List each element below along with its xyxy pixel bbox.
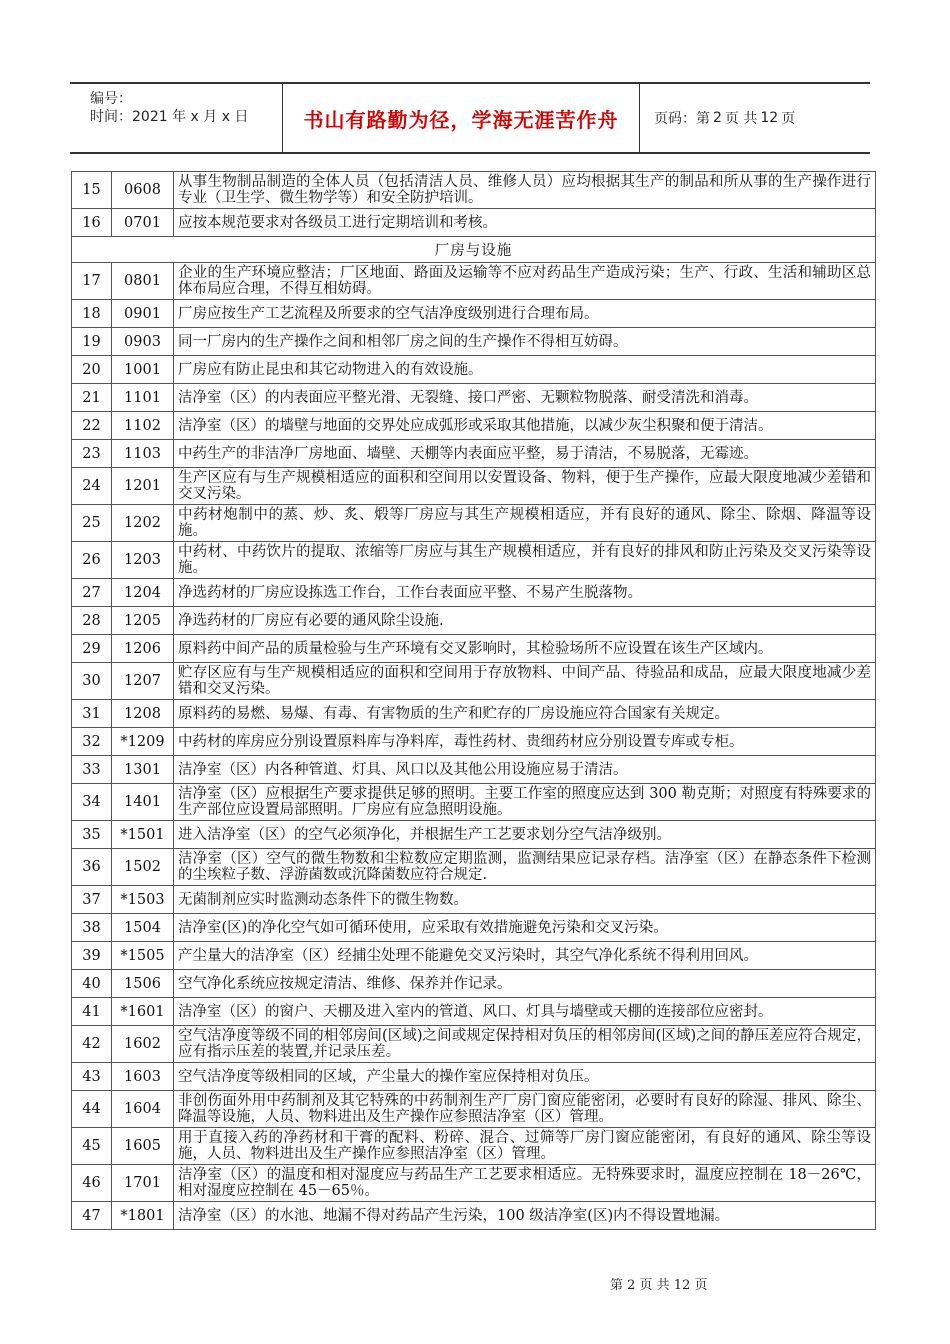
item-code: 1001 (112, 356, 174, 384)
item-number: 23 (72, 440, 112, 468)
item-code: 1101 (112, 384, 174, 412)
item-number: 22 (72, 412, 112, 440)
table-row (72, 384, 876, 412)
table-row (72, 440, 876, 468)
table-row (72, 700, 876, 728)
table-row (72, 821, 876, 849)
item-number: 37 (72, 886, 112, 914)
item-text: 空气净化系统应按规定清洁、维修、保养并作记录。 (174, 970, 876, 998)
item-text: 洁净室（区）的温度和相对湿度应与药品生产工艺要求相适应。无特殊要求时，温度应控制在 18－26℃，相对湿度应控制在 45－65％。 (174, 1165, 876, 1202)
item-number: 31 (72, 700, 112, 728)
item-text: 洁净室(区)的净化空气如可循环使用，应采取有效措施避免污染和交叉污染。 (174, 914, 876, 942)
inspection-table-body (72, 172, 876, 1230)
item-text: 洁净室（区）应根据生产要求提供足够的照明。主要工作室的照度应达到 300 勒克斯；对照度有特殊要求的生产部位应设置局部照明。厂房应有应急照明设施。 (174, 784, 876, 821)
item-code: 0701 (112, 209, 174, 237)
item-text: 洁净室（区）的内表面应平整光滑、无裂缝、接口严密、无颗粒物脱落、耐受清洗和消毒。 (174, 384, 876, 412)
item-text: 企业的生产环境应整洁；厂区地面、路面及运输等不应对药品生产造成污染；生产、行政、生活和辅助区总体布局应合理，不得互相妨碍。 (174, 263, 876, 300)
table-row (72, 209, 876, 237)
table-row (72, 784, 876, 821)
item-code: 0801 (112, 263, 174, 300)
item-code: 1504 (112, 914, 174, 942)
item-code: 1506 (112, 970, 174, 998)
item-text: 原料药中间产品的质量检验与生产环境有交叉影响时，其检验场所不应设置在该生产区域内。 (174, 635, 876, 663)
item-number: 20 (72, 356, 112, 384)
item-number: 19 (72, 328, 112, 356)
item-number: 15 (72, 172, 112, 209)
item-code: 1401 (112, 784, 174, 821)
item-code: 1502 (112, 849, 174, 886)
table-row (72, 607, 876, 635)
table-row (72, 970, 876, 998)
item-number: 46 (72, 1165, 112, 1202)
item-code: *1601 (112, 998, 174, 1026)
item-number: 17 (72, 263, 112, 300)
item-code: 0903 (112, 328, 174, 356)
table-row (72, 542, 876, 579)
item-text: 贮存区应有与生产规模相适应的面积和空间用于存放物料、中间产品、待验品和成品，应最大限度地减少差错和交叉污染。 (174, 663, 876, 700)
item-text: 厂房应有防止昆虫和其它动物进入的有效设施。 (174, 356, 876, 384)
item-number: 39 (72, 942, 112, 970)
item-text: 中药材炮制中的蒸、炒、炙、煅等厂房应与其生产规模相适应，并有良好的通风、除尘、除烟、降温等设施。 (174, 505, 876, 542)
item-code: 1203 (112, 542, 174, 579)
item-text: 空气洁净度等级相同的区域，产尘量大的操作室应保持相对负压。 (174, 1063, 876, 1091)
item-number: 40 (72, 970, 112, 998)
item-number: 43 (72, 1063, 112, 1091)
item-number: 18 (72, 300, 112, 328)
item-number: 47 (72, 1202, 112, 1230)
item-code: 1206 (112, 635, 174, 663)
item-code: 1205 (112, 607, 174, 635)
item-code: 1603 (112, 1063, 174, 1091)
item-text: 应按本规范要求对各级员工进行定期培训和考核。 (174, 209, 876, 237)
item-number: 34 (72, 784, 112, 821)
item-text: 产尘量大的洁净室（区）经捕尘处理不能避免交叉污染时，其空气净化系统不得利用回风。 (174, 942, 876, 970)
item-text: 洁净室（区）的水池、地漏不得对药品产生污染，100 级洁净室(区)内不得设置地漏。 (174, 1202, 876, 1230)
item-code: 1201 (112, 468, 174, 505)
table-row (72, 914, 876, 942)
item-code: 1604 (112, 1091, 174, 1128)
item-code: 1301 (112, 756, 174, 784)
table-row (72, 663, 876, 700)
item-number: 36 (72, 849, 112, 886)
table-row (72, 328, 876, 356)
item-number: 35 (72, 821, 112, 849)
page-total: 12 (760, 110, 779, 126)
table-row (72, 1091, 876, 1128)
item-code: 1605 (112, 1128, 174, 1165)
item-text: 洁净室（区）的窗户、天棚及进入室内的管道、风口、灯具与墙壁或天棚的连接部位应密封。 (174, 998, 876, 1026)
item-text: 非创伤面外用中药制剂及其它特殊的中药制剂生产厂房门窗应能密闭，必要时有良好的除湿、排风、除尘、降温等设施，人员、物料进出及生产操作应参照洁净室（区）管理。 (174, 1091, 876, 1128)
table-row (72, 728, 876, 756)
table-row (72, 412, 876, 440)
item-text: 生产区应有与生产规模相适应的面积和空间用以安置设备、物料，便于生产操作，应最大限度地减少差错和交叉污染。 (174, 468, 876, 505)
table-row (72, 1202, 876, 1230)
item-number: 33 (72, 756, 112, 784)
page-label-end: 页 (781, 111, 796, 127)
item-text: 洁净室（区）的墙壁与地面的交界处应成弧形或采取其他措施，以减少灰尘积聚和便于清洁。 (174, 412, 876, 440)
item-text: 洁净室（区）内各种管道、灯具、风口以及其他公用设施应易于清洁。 (174, 756, 876, 784)
item-number: 25 (72, 505, 112, 542)
item-code: 1701 (112, 1165, 174, 1202)
item-number: 44 (72, 1091, 112, 1128)
item-number: 42 (72, 1026, 112, 1063)
page-label-prefix: 页码：第 (654, 111, 710, 127)
item-code: 1102 (112, 412, 174, 440)
item-number: 21 (72, 384, 112, 412)
item-code: 1207 (112, 663, 174, 700)
table-row (72, 356, 876, 384)
document-time-label: 时间：2021 年 x 月 x 日 (90, 109, 249, 125)
table-row (72, 172, 876, 209)
item-code: *1209 (112, 728, 174, 756)
table-row (72, 579, 876, 607)
page-footer: 第 2 页 共 12 页 (610, 1278, 708, 1293)
page-current: 2 (713, 110, 722, 126)
table-row (72, 1063, 876, 1091)
item-code: 1204 (112, 579, 174, 607)
item-number: 45 (72, 1128, 112, 1165)
item-code: 1202 (112, 505, 174, 542)
table-row (72, 886, 876, 914)
item-text: 厂房应按生产工艺流程及所要求的空气洁净度级别进行合理布局。 (174, 300, 876, 328)
item-text: 进入洁净室（区）的空气必须净化，并根据生产工艺要求划分空气洁净级别。 (174, 821, 876, 849)
item-text: 洁净室（区）空气的微生物数和尘粒数应定期监测，监测结果应记录存档。洁净室（区）在静态条件下检测的尘埃粒子数、浮游菌数或沉降菌数应符合规定. (174, 849, 876, 886)
item-number: 38 (72, 914, 112, 942)
table-row (72, 849, 876, 886)
table-row (72, 998, 876, 1026)
item-code: 0901 (112, 300, 174, 328)
header-page-info (640, 84, 870, 152)
document-number-label: 编号： (90, 91, 132, 107)
item-text: 从事生物制品制造的全体人员（包括清洁人员、维修人员）应均根据其生产的制品和所从事的生产操作进行专业（卫生学、微生物学等）和安全防护培训。 (174, 172, 876, 209)
item-code: 1208 (112, 700, 174, 728)
page-header (70, 82, 870, 154)
item-code: *1503 (112, 886, 174, 914)
table-row (72, 263, 876, 300)
header-meta (70, 84, 282, 152)
table-row (72, 635, 876, 663)
item-text: 净选药材的厂房应有必要的通风除尘设施. (174, 607, 876, 635)
item-text: 无菌制剂应实时监测动态条件下的微生物数。 (174, 886, 876, 914)
item-text: 空气洁净度等级不同的相邻房间(区域)之间或规定保持相对负压的相邻房间(区域)之间的静压差应符合规定，应有指示压差的装置,并记录压差。 (174, 1026, 876, 1063)
item-code: 1103 (112, 440, 174, 468)
item-code: *1505 (112, 942, 174, 970)
item-text: 原料药的易燃、易爆、有毒、有害物质的生产和贮存的厂房设施应符合国家有关规定。 (174, 700, 876, 728)
item-text: 中药材、中药饮片的提取、浓缩等厂房应与其生产规模相适应，并有良好的排风和防止污染及交叉污染等设施。 (174, 542, 876, 579)
item-code: 1602 (112, 1026, 174, 1063)
inspection-table (71, 171, 876, 1230)
item-code: *1801 (112, 1202, 174, 1230)
item-code: *1501 (112, 821, 174, 849)
item-code: 0608 (112, 172, 174, 209)
item-text: 同一厂房内的生产操作之间和相邻厂房之间的生产操作不得相互妨碍。 (174, 328, 876, 356)
table-row (72, 468, 876, 505)
table-row (72, 300, 876, 328)
item-number: 16 (72, 209, 112, 237)
item-number: 30 (72, 663, 112, 700)
item-text: 用于直接入药的净药材和干膏的配料、粉碎、混合、过筛等厂房门窗应能密闭，有良好的通风、除尘等设施，人员、物料进出及生产操作应参照洁净室（区）管理。 (174, 1128, 876, 1165)
item-number: 41 (72, 998, 112, 1026)
table-row (72, 1128, 876, 1165)
item-number: 27 (72, 579, 112, 607)
item-text: 中药材的库房应分别设置原料库与净料库，毒性药材、贵细药材应分别设置专库或专柜。 (174, 728, 876, 756)
table-row (72, 505, 876, 542)
section-header-row (72, 237, 876, 263)
item-number: 29 (72, 635, 112, 663)
item-number: 32 (72, 728, 112, 756)
section-title: 厂房与设施 (72, 237, 876, 263)
item-number: 28 (72, 607, 112, 635)
item-text: 净选药材的厂房应设拣选工作台，工作台表面应平整、不易产生脱落物。 (174, 579, 876, 607)
item-text: 中药生产的非洁净厂房地面、墙壁、天棚等内表面应平整，易于清洁，不易脱落，无霉迹。 (174, 440, 876, 468)
table-row (72, 756, 876, 784)
table-row (72, 1165, 876, 1202)
item-number: 24 (72, 468, 112, 505)
table-row (72, 942, 876, 970)
table-row (72, 1026, 876, 1063)
item-number: 26 (72, 542, 112, 579)
page-label-mid: 页 共 (724, 111, 758, 127)
header-motto: 书山有路勤为径，学海无涯苦作舟 (282, 84, 640, 152)
